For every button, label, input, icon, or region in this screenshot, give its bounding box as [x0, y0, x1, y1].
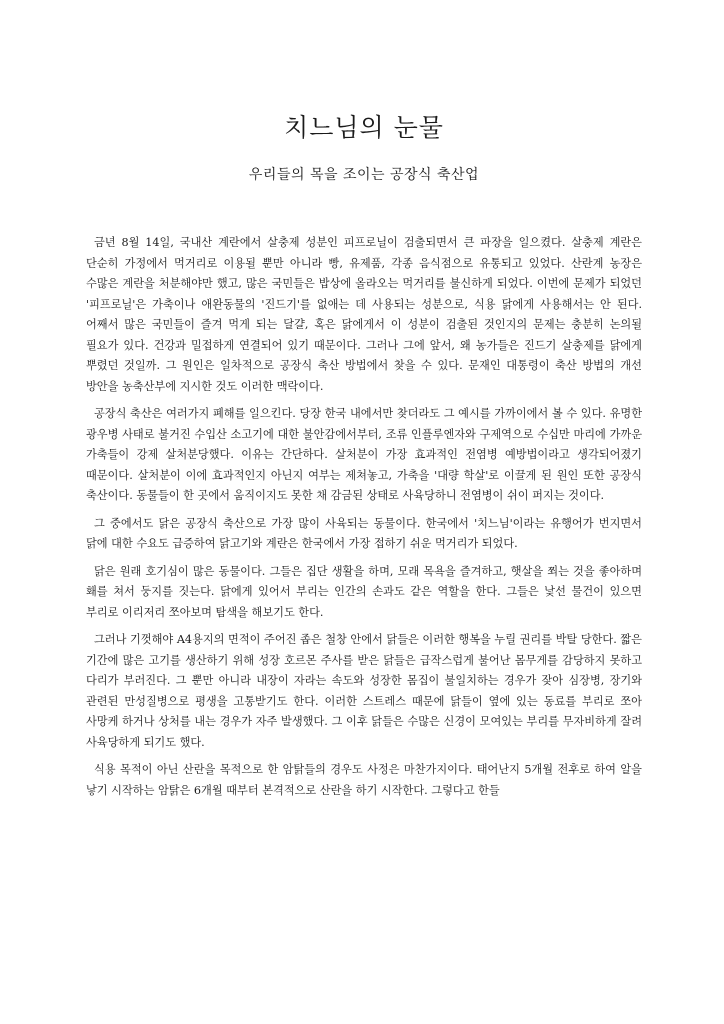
paragraph-2: 공장식 축산은 여러가지 폐해를 일으킨다. 당장 한국 내에서만 찾더라도 그 예시를 가까이에서 볼 수 있다. 유명한 광우병 사태로 불거진 수입산 소고기에 대한 불안감에서부터, 조류 인플루엔자와 구제역으로 수십만 마리에 가까운 가축들이 강제 살처분당했다. 이유는 간단하다. 살처분이 가장 효과적인 전염병 예방법이라고 생각되어졌기 때문이다. 살처분이 이에 효과적인지 아닌지 여부는 제쳐놓고, 가축을 '대량 학살'로 이끌게 된 원인 또한 공장식 축산이다. 동물들이 한 곳에서 움직이지도 못한 채 감금된 상태로 사육당하니 전염병이 쉬이 퍼지는 것이다. — [86, 407, 642, 502]
document-body — [86, 233, 642, 801]
paragraph-3: 그 중에서도 닭은 공장식 축산으로 가장 많이 사육되는 동물이다. 한국에서 '치느님'이라는 유행어가 번지면서 닭에 대한 수요도 급증하여 닭고기와 계란은 한국에서 가장 접하기 쉬운 먹거리가 되었다. — [86, 516, 642, 550]
document-title: 치느님의 눈물 — [284, 113, 444, 142]
paragraph-6: 식용 목적이 아닌 산란을 목적으로 한 암탉들의 경우도 사정은 마찬가지이다. 태어난지 5개월 전후로 하여 알을 낳기 시작하는 암탉은 6개월 때부터 본격적으로 산란을 하기 시작한다. 그렇다고 한들 — [86, 763, 642, 797]
paragraph-1: 금년 8월 14일, 국내산 계란에서 살충제 성분인 피프로닐이 검출되면서 큰 파장을 일으켰다. 살충제 계란은 단순히 가정에서 먹거리로 이용될 뿐만 아니라 빵, 유제품, 각종 음식점으로 유통되고 있었다. 산란계 농장은 수많은 계란을 처분해야만 했고, 많은 국민들은 밥상에 올라오는 먹거리를 불신하게 되었다. 이번에 문제가 되었던 '피프로닐'은 가축이나 애완동물의 '진드기'를 없애는 데 사용되는 성분으로, 식용 닭에게 사용해서는 안 된다. 어째서 많은 국민들이 즐겨 먹게 되는 달걀, 혹은 닭에게서 이 성분이 검출된 것인지의 문제는 충분히 논의될 필요가 있다. 건강과 밀접하게 연결되어 있기 때문이다. 그러나 그에 앞서, 왜 농가들은 진드기 살충제를 닭에게 뿌렸던 것일까. 그 원인은 일차적으로 공장식 축산 방법에서 찾을 수 있다. 문재인 대통령이 축산 방법의 개선 방안을 농축산부에 지시한 것도 이러한 맥락이다. — [86, 236, 643, 393]
document-subtitle: 우리들의 목을 조이는 공장식 축산업 — [248, 167, 480, 183]
paragraph-4: 닭은 원래 호기심이 많은 동물이다. 그들은 집단 생활을 하며, 모래 목욕을 즐겨하고, 햇살을 쬐는 것을 좋아하며 홰를 쳐서 둥지를 짓는다. 닭에게 있어서 부리는 인간의 손과도 같은 역할을 한다. 그들은 낯선 물건이 있으면 부리로 이리저리 쪼아보며 탐색을 해보기도 한다. — [86, 564, 642, 619]
paragraph-5: 그러나 기껏해야 A4용지의 면적이 주어진 좁은 철창 안에서 닭들은 이러한 행복을 누릴 권리를 박탈 당한다. 짧은 기간에 많은 고기를 생산하기 위해 성장 호르몬 주사를 받은 닭들은 급작스럽게 불어난 몸무게를 감당하지 못하고 다리가 부러진다. 그 뿐만 아니라 내장이 자라는 속도와 성장한 몸집이 불일치하는 경우가 잦아 심장병, 장기와 관련된 만성질병으로 평생을 고통받기도 한다. 이러한 스트레스 때문에 닭들이 옆에 있는 동료를 부리로 쪼아 사망케 하거나 상처를 내는 경우가 자주 발생했다. 그 이후 닭들은 수많은 신경이 모여있는 부리를 무자비하게 잘려 사육당하게 되기도 했다. — [86, 633, 642, 749]
